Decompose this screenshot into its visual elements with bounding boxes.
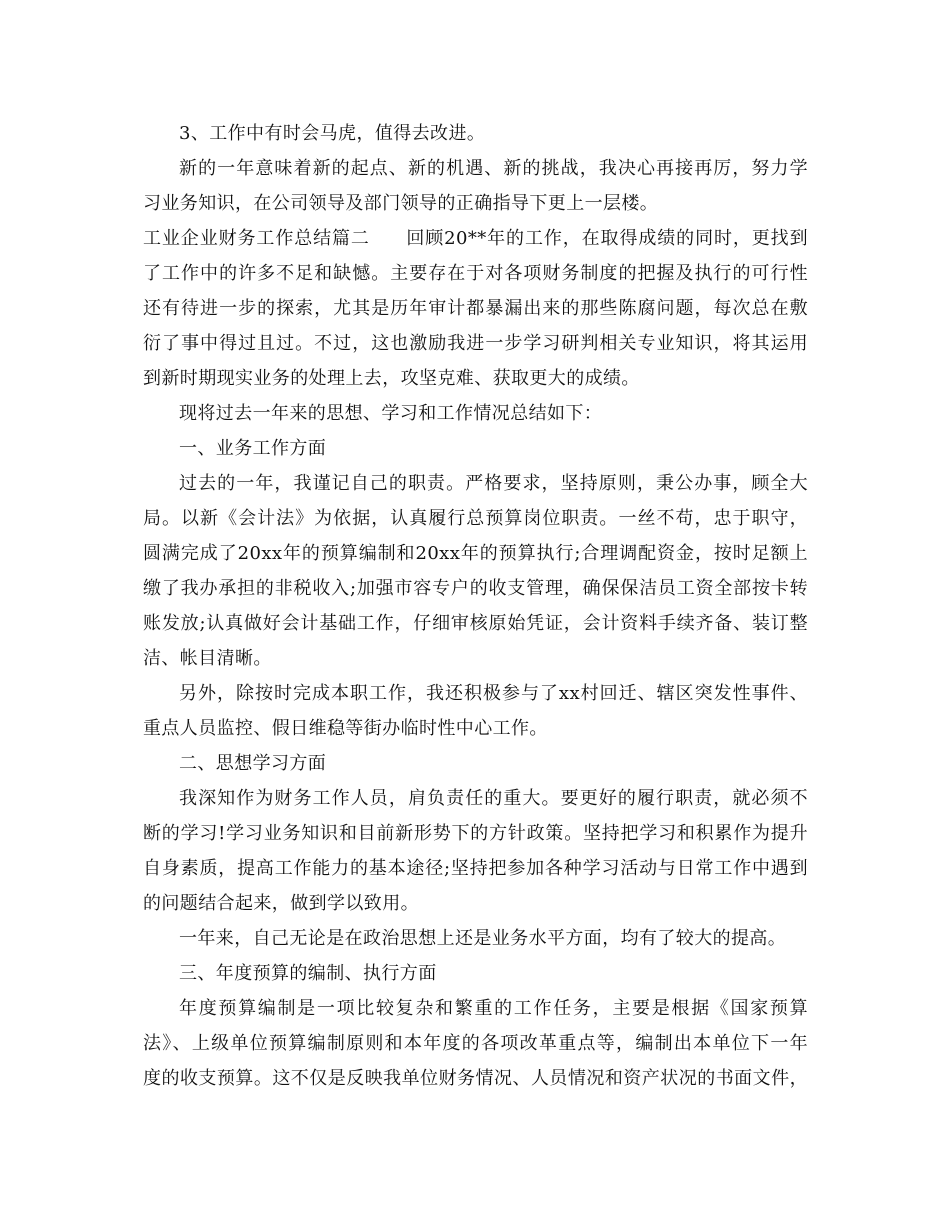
text-line: 的问题结合起来，做到学以致用。 (143, 893, 419, 914)
text-line: 一年来，自己无论是在政治思想上还是业务水平方面，均有了较大的提高。 (179, 928, 787, 949)
text-line: 断的学习!学习业务知识和目前新形势下的方针政策。坚持把学习和积累作为提升 (143, 823, 808, 844)
text-line: 另外，除按时完成本职工作，我还积极参与了xx村回迁、辖区突发性事件、 (179, 683, 808, 704)
section-heading: 三、年度预算的编制、执行方面 (179, 963, 437, 984)
section-heading: 一、业务工作方面 (179, 438, 327, 459)
text-line: 衍了事中得过且过。不过，这也激励我进一步学习研判相关专业知识，将其运用 (143, 333, 808, 354)
text-line: 缴了我办承担的非税收入;加强市容专户的收支管理，确保保洁员工资全部按卡转 (143, 578, 808, 599)
text-line: 回顾20**年的工作，在取得成绩的同时，更找到 (405, 228, 808, 249)
text-line: 局。以新《会计法》为依据，认真履行总预算岗位职责。一丝不苟，忠于职守， (143, 508, 808, 529)
text-line: 圆满完成了20xx年的预算编制和20xx年的预算执行;合理调配资金，按时足额上 (143, 543, 808, 564)
text-line: 自身素质，提高工作能力的基本途径;坚持把参加各种学习活动与日常工作中遇到 (143, 858, 808, 879)
article-title: 工业企业财务工作总结篇二 (143, 228, 370, 249)
text-line: 我深知作为财务工作人员，肩负责任的重大。要更好的履行职责，就必须不 (179, 788, 808, 809)
text-line: 洁、帐目清晰。 (143, 648, 272, 669)
text-line: 重点人员监控、假日维稳等街办临时性中心工作。 (143, 718, 548, 739)
text-line: 习业务知识，在公司领导及部门领导的正确指导下更上一层楼。 (143, 193, 659, 214)
text-line: 过去的一年，我谨记自己的职责。严格要求，坚持原则，秉公办事，顾全大 (179, 473, 808, 494)
text-line: 现将过去一年来的思想、学习和工作情况总结如下： (179, 403, 603, 424)
section-heading-line (143, 221, 808, 256)
text-line: 度的收支预算。这不仅是反映我单位财务情况、人员情况和资产状况的书面文件， (143, 1068, 808, 1089)
document-body (143, 116, 808, 1096)
text-line: 还有待进一步的探索，尤其是历年审计都暴漏出来的那些陈腐问题，每次总在敷 (143, 298, 808, 319)
section-heading: 二、思想学习方面 (179, 753, 327, 774)
text-line: 法》、上级单位预算编制原则和本年度的各项改革重点等，编制出本单位下一年 (143, 1033, 808, 1054)
text-line: 年度预算编制是一项比较复杂和繁重的工作任务，主要是根据《国家预算 (179, 998, 808, 1019)
text-line: 账发放;认真做好会计基础工作，仔细审核原始凭证，会计资料手续齐备、装订整 (143, 613, 808, 634)
text-line: 到新时期现实业务的处理上去，攻坚克难、获取更大的成绩。 (143, 368, 640, 389)
text-line: 了工作中的许多不足和缺憾。主要存在于对各项财务制度的把握及执行的可行性 (143, 263, 808, 284)
text-line: 3、工作中有时会马虎，值得去改进。 (179, 123, 486, 144)
text-line: 新的一年意味着新的起点、新的机遇、新的挑战，我决心再接再厉，努力学 (179, 158, 808, 179)
